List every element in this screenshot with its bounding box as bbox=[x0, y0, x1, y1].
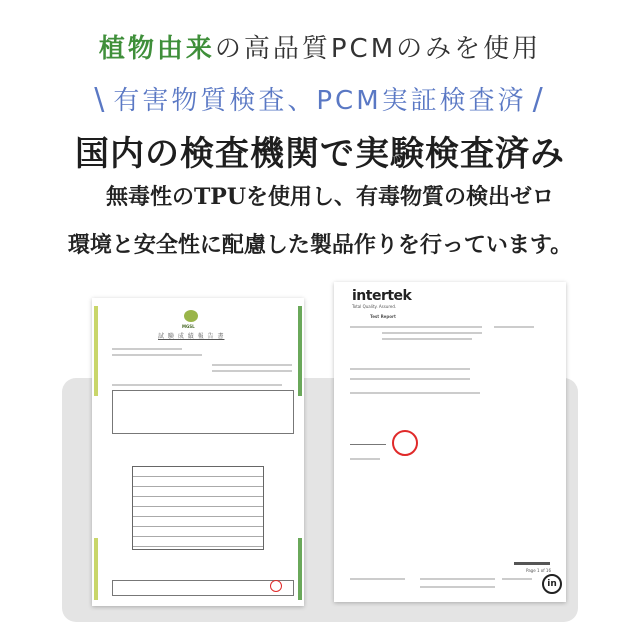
tpu-statement: 無毒性のTPUを使用し、有毒物質の検出ゼロ bbox=[105, 184, 555, 210]
text-line bbox=[112, 348, 182, 350]
report-heading: Test Report bbox=[370, 314, 396, 319]
headline-rest: の高品質PCMのみを使用 bbox=[214, 34, 542, 64]
text-line bbox=[350, 578, 405, 580]
text-line bbox=[212, 370, 292, 372]
text-line bbox=[350, 378, 470, 380]
inspection-text: 有害物質検査、PCM実証検査済 bbox=[113, 86, 527, 116]
text-line bbox=[494, 326, 534, 328]
headline-plant-pcm bbox=[0, 28, 640, 65]
text-line bbox=[420, 578, 495, 580]
intertek-in-logo-icon: in bbox=[542, 574, 562, 594]
intertek-test-report bbox=[334, 282, 566, 602]
text-line bbox=[502, 578, 532, 580]
red-seal-stamp bbox=[392, 430, 418, 456]
text-line bbox=[112, 384, 282, 386]
barcode bbox=[514, 562, 550, 565]
mgsl-logo-text: MGSL bbox=[182, 324, 195, 329]
text-line bbox=[212, 364, 292, 366]
report-title: 試 験 成 績 報 告 書 bbox=[158, 333, 225, 340]
text-line bbox=[382, 338, 472, 340]
page-number: Page 1 of 16 bbox=[526, 568, 551, 573]
text-line bbox=[350, 368, 470, 370]
headline-inspection bbox=[0, 80, 640, 117]
seal-stamp bbox=[270, 580, 282, 592]
mgsl-logo-icon bbox=[184, 310, 198, 322]
result-table bbox=[132, 466, 264, 550]
decor-bar bbox=[94, 306, 98, 396]
text-line bbox=[382, 332, 482, 334]
text-line bbox=[350, 458, 380, 460]
text-line bbox=[382, 326, 482, 328]
main-heading: 国内の検査機関で実験検査済み bbox=[75, 134, 565, 174]
eco-statement: 環境と安全性に配慮した製品作りを行っています。 bbox=[67, 232, 573, 258]
info-table bbox=[112, 390, 294, 434]
text-line bbox=[350, 392, 480, 394]
intertek-logo: intertek bbox=[352, 288, 412, 304]
footer-box bbox=[112, 580, 294, 596]
intertek-tagline: Total Quality. Assured. bbox=[352, 304, 397, 309]
slash-left: \ bbox=[94, 82, 108, 117]
decor-bar bbox=[94, 538, 98, 600]
highlight-plant-origin: 植物由来 bbox=[98, 34, 215, 64]
mgsl-test-report bbox=[92, 298, 304, 606]
slash-right: / bbox=[532, 82, 546, 117]
text-line bbox=[112, 354, 202, 356]
text-line bbox=[420, 586, 495, 588]
decor-bar bbox=[298, 306, 302, 396]
signature bbox=[350, 444, 386, 445]
decor-bar bbox=[298, 538, 302, 600]
